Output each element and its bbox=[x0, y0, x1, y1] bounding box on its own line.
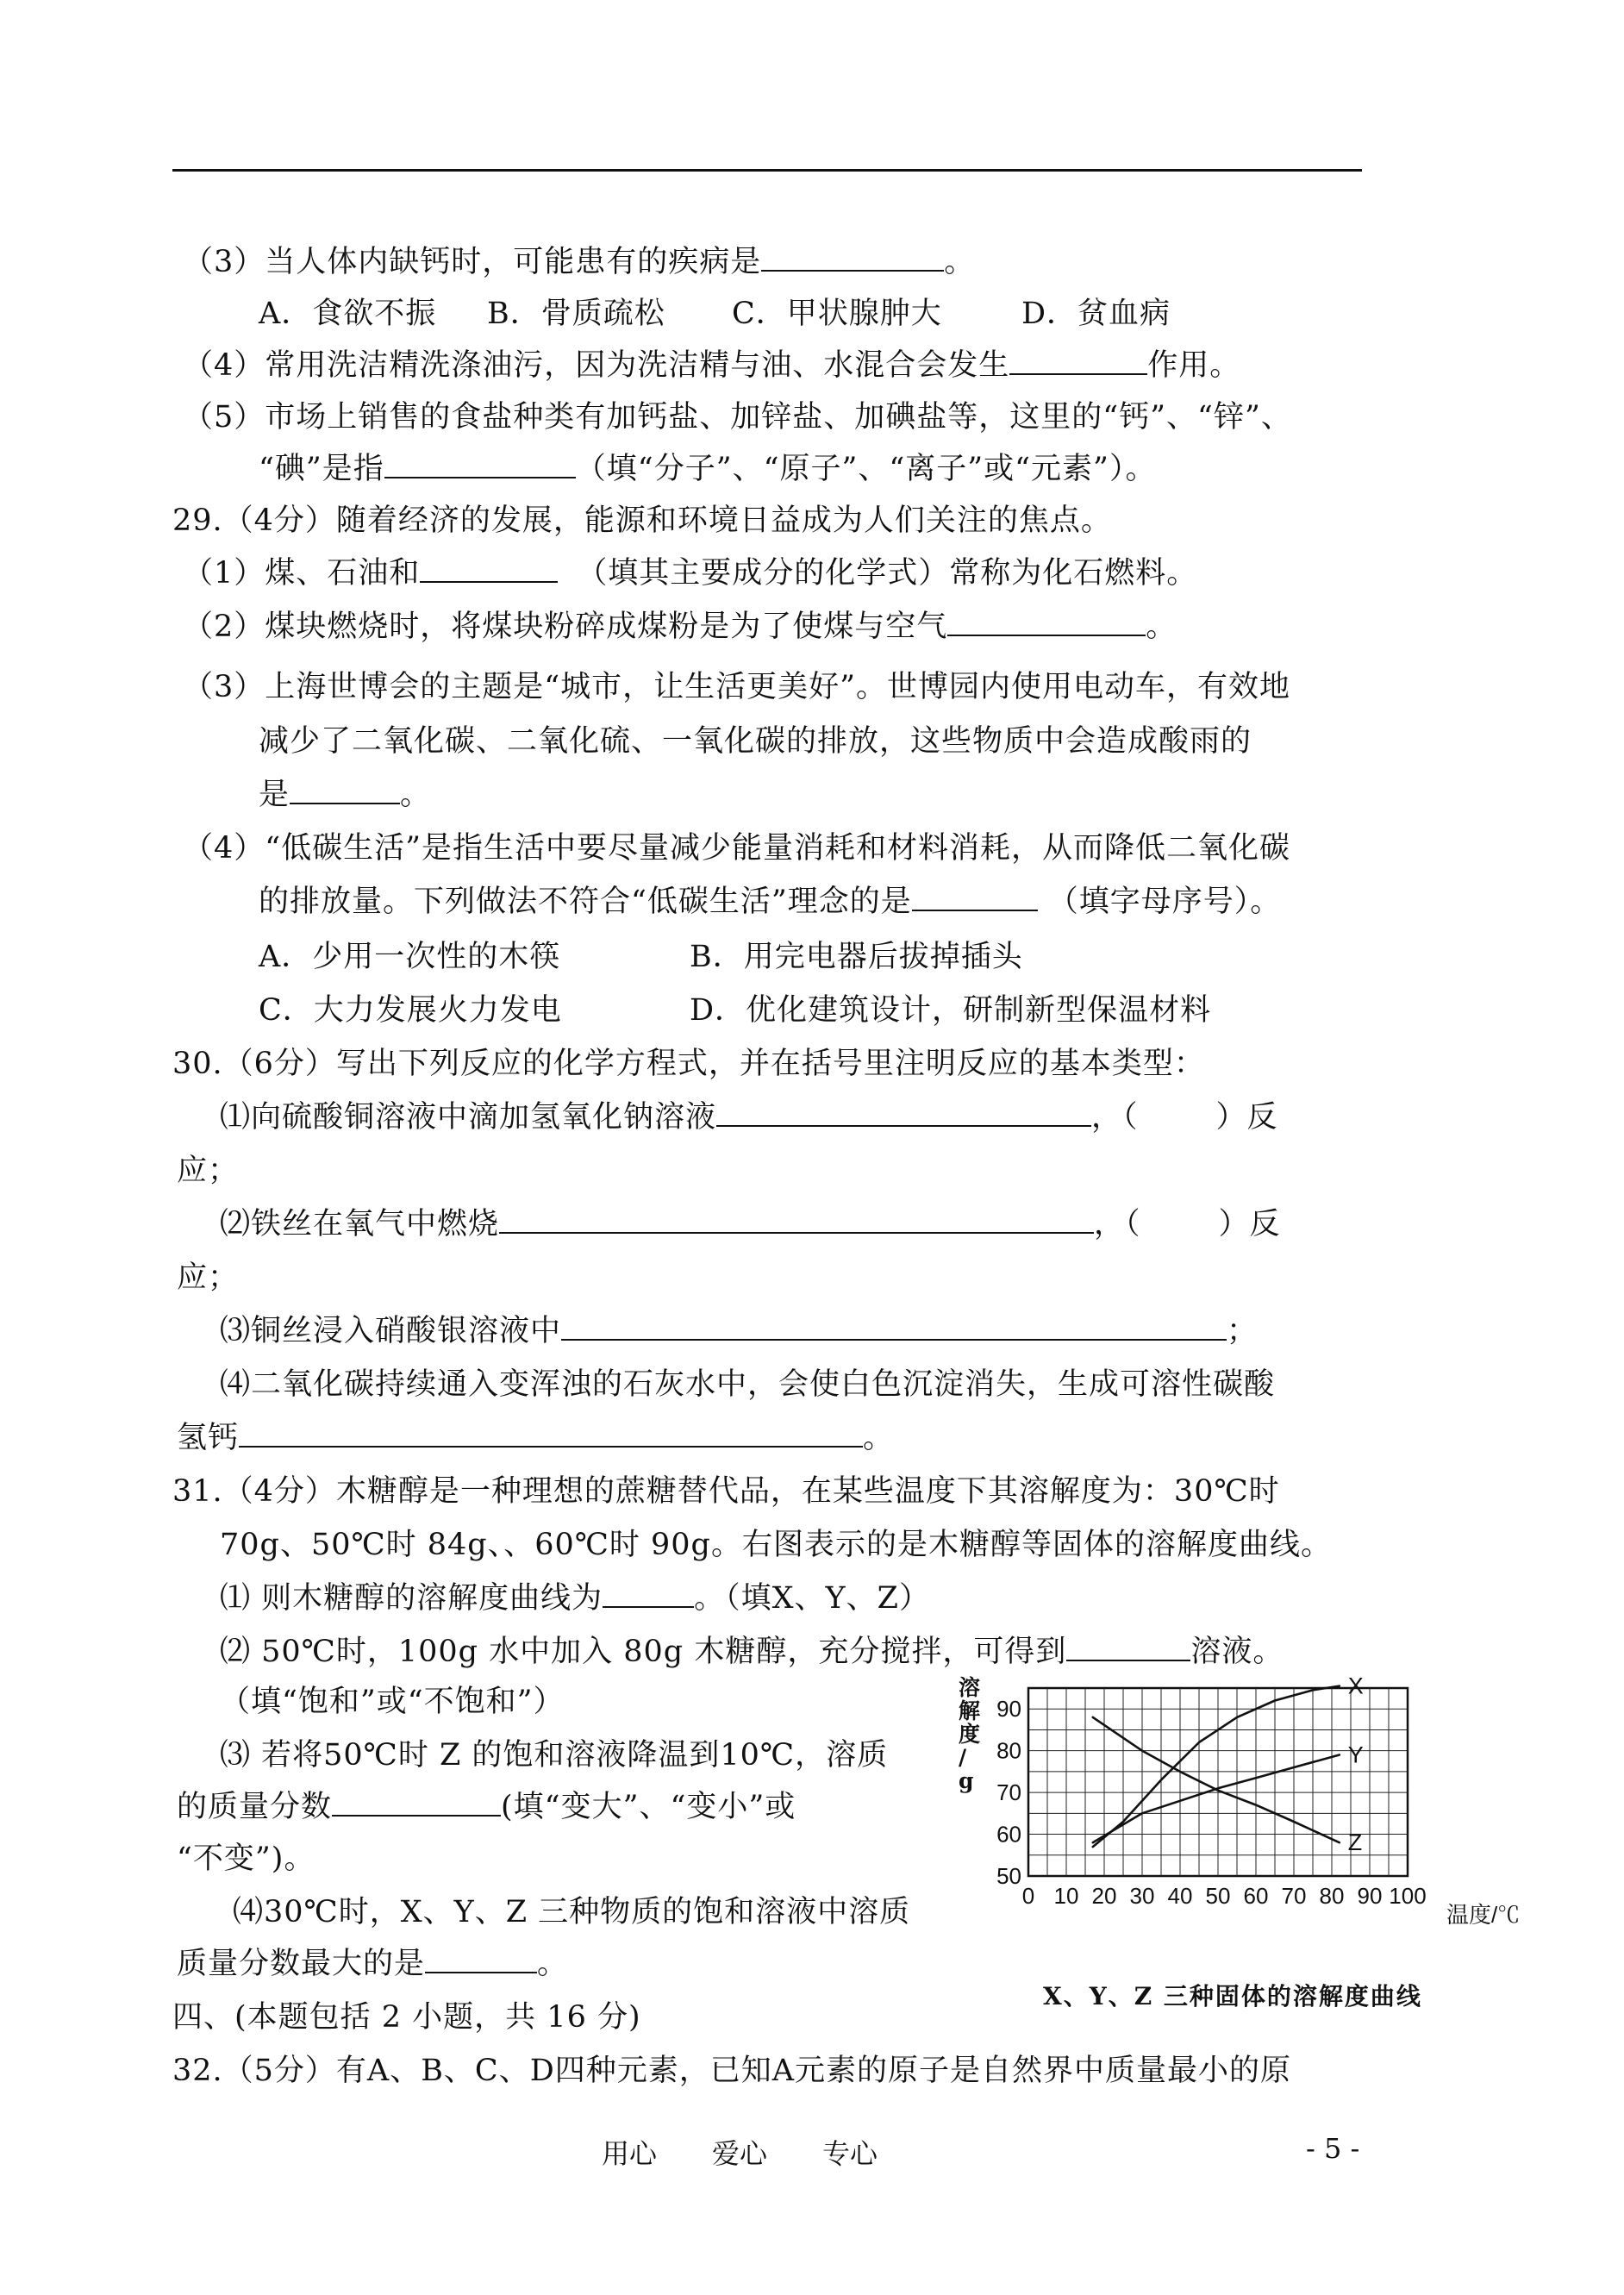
q28-part3-options bbox=[259, 295, 1171, 333]
y-tick-label: 80 bbox=[996, 1737, 1021, 1764]
y-tick-label: 70 bbox=[996, 1779, 1021, 1806]
q29-part4-line1: （4）“低碳生活”是指生活中要尽量减少能量消耗和材料消耗，从而降低二氧化碳 bbox=[183, 831, 1291, 866]
answer-blank[interactable] bbox=[912, 884, 1038, 911]
y-axis-label-char: 度 bbox=[959, 1722, 981, 1747]
option-b: B．骨质疏松 bbox=[487, 297, 665, 331]
option-b: B．用完电器后拔掉插头 bbox=[690, 940, 1023, 974]
x-tick-label: 100 bbox=[1389, 1883, 1427, 1909]
q30-header: 30.（6分）写出下列反应的化学方程式，并在括号里注明反应的基本类型： bbox=[172, 1047, 1205, 1081]
y-axis-label-char: 解 bbox=[959, 1698, 981, 1723]
footer-motto: 用心 爱心 专心 bbox=[602, 2137, 878, 2170]
q30-item2: ⑵铁丝在氧气中燃烧 ，（ ）反 bbox=[220, 1207, 1281, 1241]
q29-part1: （1）煤、石油和 （填其主要成分的化学式）常称为化石燃料。 bbox=[183, 556, 1198, 591]
answer-blank[interactable] bbox=[761, 244, 944, 272]
answer-blank[interactable] bbox=[384, 451, 576, 478]
q31-part3-line1: ⑶ 若将50℃时 Z 的饱和溶液降温到10℃，溶质 bbox=[220, 1738, 889, 1773]
q29-header: 29.（4分）随着经济的发展，能源和环境日益成为人们关注的焦点。 bbox=[172, 503, 1112, 538]
q30-item1: ⑴向硫酸铜溶液中滴加氢氧化钠溶液 ，（ ）反 bbox=[220, 1100, 1278, 1135]
chart-series bbox=[1093, 1673, 1364, 1856]
option-d: D．贫血病 bbox=[1021, 297, 1171, 331]
q29-part3-line3: 是 。 bbox=[259, 778, 432, 812]
chart-y-axis-label bbox=[959, 1675, 980, 1793]
answer-blank[interactable] bbox=[420, 555, 558, 583]
q29-part3-line2: 减少了二氧化碳、二氧化硫、一氧化碳的排放，这些物质中会造成酸雨的 bbox=[259, 724, 1252, 759]
q30-item4-line1: ⑷二氧化碳持续通入变浑浊的石灰水中，会使白色沉淀消失，生成可溶性碳酸 bbox=[220, 1367, 1276, 1402]
x-tick-label: 50 bbox=[1205, 1883, 1231, 1909]
answer-blank[interactable] bbox=[716, 1099, 1091, 1127]
q31-header-line2: 70g、50℃时 84g、、60℃时 90g。右图表示的是木糖醇等固体的溶解度曲线。 bbox=[220, 1528, 1332, 1562]
q29-part2: （2）煤块燃烧时，将煤块粉碎成煤粉是为了使煤与空气 。 bbox=[183, 610, 1177, 644]
q28-part5-line1: （5）市场上销售的食盐种类有加钙盐、加锌盐、加碘盐等，这里的“钙”、“锌”、 bbox=[183, 400, 1292, 435]
x-tick-label: 70 bbox=[1281, 1883, 1307, 1909]
x-tick-label: 10 bbox=[1053, 1883, 1079, 1909]
q30-item1-tail: 应； bbox=[177, 1154, 240, 1188]
answer-blank[interactable] bbox=[561, 1313, 1227, 1341]
q31-part4-line1: ⑷30℃时，X、Y、Z 三种物质的饱和溶液中溶质 bbox=[233, 1895, 911, 1929]
answer-blank[interactable] bbox=[499, 1206, 1094, 1234]
q32-line1: 32.（5分）有A、B、C、D四种元素，已知A元素的原子是自然界中质量最小的原 bbox=[172, 2054, 1292, 2088]
chart-x-axis-label: 温度/℃ bbox=[1446, 1902, 1521, 1928]
y-axis-label-char: g bbox=[959, 1768, 974, 1793]
q30-item2-tail: 应； bbox=[177, 1260, 240, 1295]
q29-part4-line2: 的排放量。下列做法不符合“低碳生活”理念的是 （填字母序号）。 bbox=[259, 885, 1282, 919]
q28-part3: （3）当人体内缺钙时，可能患有的疾病是 。 bbox=[183, 245, 976, 279]
q29-options-row2 bbox=[259, 991, 1211, 1029]
q31-part3-line2: 的质量分数 (填“变大”、“变小”或 bbox=[177, 1790, 796, 1824]
answer-blank[interactable] bbox=[425, 1946, 537, 1973]
option-d: D．优化建筑设计，研制新型保温材料 bbox=[690, 993, 1212, 1028]
answer-blank[interactable] bbox=[1009, 347, 1147, 375]
q31-part1: ⑴ 则木糖醇的溶解度曲线为 。（填X、Y、Z） bbox=[220, 1581, 930, 1616]
x-tick-label: 0 bbox=[1021, 1883, 1035, 1909]
section-4-heading: 四、(本题包括 2 小题，共 16 分) bbox=[172, 2000, 641, 2035]
series-line-z bbox=[1093, 1717, 1340, 1842]
q31-part2-tail: （填“饱和”或“不饱和”） bbox=[220, 1685, 565, 1719]
q29-part3-line1: （3）上海世博会的主题是“城市，让生活更美好”。世博园内使用电动车，有效地 bbox=[183, 670, 1291, 704]
q31-part3-line3: “不变”)。 bbox=[177, 1842, 315, 1876]
chart-caption: X、Y、Z 三种固体的溶解度曲线 bbox=[1043, 1982, 1422, 2010]
answer-blank[interactable] bbox=[290, 777, 400, 804]
x-tick-label: 90 bbox=[1357, 1883, 1383, 1909]
answer-blank[interactable] bbox=[239, 1420, 863, 1448]
q30-item4-line2: 氢钙 。 bbox=[177, 1421, 895, 1455]
y-tick-label: 50 bbox=[996, 1863, 1021, 1889]
page-number: - 5 - bbox=[1306, 2132, 1360, 2165]
series-line-y bbox=[1093, 1755, 1340, 1843]
q31-part4-line2: 质量分数最大的是 。 bbox=[177, 1947, 569, 1981]
series-label-y: Y bbox=[1347, 1742, 1364, 1768]
header-rule bbox=[172, 169, 1362, 172]
answer-blank[interactable] bbox=[332, 1789, 501, 1817]
x-tick-label: 60 bbox=[1243, 1883, 1269, 1909]
series-label-x: X bbox=[1347, 1673, 1364, 1699]
series-label-z: Z bbox=[1347, 1829, 1363, 1856]
chart-x-ticks bbox=[1022, 1883, 1427, 1909]
option-a: A．食欲不振 bbox=[259, 297, 437, 331]
q28-part5-line2: “碘”是指 （填“分子”、“原子”、“离子”或“元素”）。 bbox=[259, 452, 1157, 486]
solubility-chart bbox=[955, 1671, 1524, 2016]
series-line-x bbox=[1093, 1686, 1340, 1848]
x-tick-label: 30 bbox=[1129, 1883, 1155, 1909]
q31-header-line1: 31.（4分）木糖醇是一种理想的蔗糖替代品，在某些温度下其溶解度为：30℃时 bbox=[172, 1474, 1280, 1509]
answer-blank[interactable] bbox=[603, 1580, 694, 1608]
x-tick-label: 20 bbox=[1091, 1883, 1117, 1909]
option-c: C．甲状腺肿大 bbox=[732, 297, 942, 331]
y-tick-label: 60 bbox=[996, 1821, 1021, 1848]
y-axis-label-char: 溶 bbox=[959, 1675, 981, 1700]
answer-blank[interactable] bbox=[947, 609, 1146, 636]
q29-options-row1 bbox=[259, 938, 1023, 976]
q30-item3: ⑶铜丝浸入硝酸银溶液中 ； bbox=[220, 1314, 1259, 1348]
option-c: C．大力发展火力发电 bbox=[259, 993, 562, 1028]
q31-part2: ⑵ 50℃时，100g 水中加入 80g 木糖醇，充分搅拌，可得到 溶液。 bbox=[220, 1635, 1284, 1669]
x-tick-label: 80 bbox=[1319, 1883, 1345, 1909]
x-tick-label: 40 bbox=[1167, 1883, 1193, 1909]
chart-y-ticks bbox=[996, 1696, 1021, 1889]
answer-blank[interactable] bbox=[1066, 1634, 1190, 1661]
q28-part4: （4）常用洗洁精洗涤油污，因为洗洁精与油、水混合会发生 作用。 bbox=[183, 348, 1241, 383]
y-tick-label: 90 bbox=[996, 1696, 1021, 1723]
option-a: A．少用一次性的木筷 bbox=[259, 940, 561, 974]
y-axis-label-char: / bbox=[959, 1745, 967, 1770]
